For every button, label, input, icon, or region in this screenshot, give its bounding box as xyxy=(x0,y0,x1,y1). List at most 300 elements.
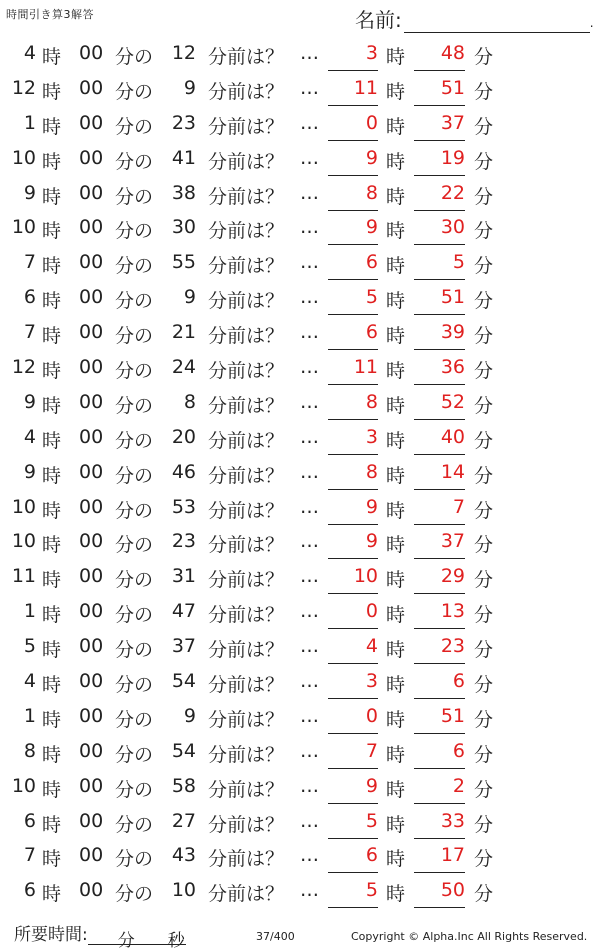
hour-unit: 時 xyxy=(42,639,62,662)
problem-subtract-minutes: 9 xyxy=(183,704,196,727)
problem-hour: 9 xyxy=(23,390,36,413)
problem-minutes: 00 xyxy=(79,809,104,832)
ellipsis: … xyxy=(300,879,319,902)
question-text: 分前は？ xyxy=(208,185,285,208)
answer-hour-unit: 時 xyxy=(386,778,406,801)
hour-unit: 時 xyxy=(42,150,62,173)
problem-row xyxy=(0,806,600,841)
answer-minute-unit: 分 xyxy=(474,360,494,383)
question-text: 分前は？ xyxy=(208,708,285,731)
ellipsis: … xyxy=(300,739,319,762)
hour-unit: 時 xyxy=(42,604,62,627)
problem-subtract-minutes: 41 xyxy=(171,146,196,169)
problem-minutes: 00 xyxy=(79,42,104,64)
problem-subtract-minutes: 12 xyxy=(171,42,196,64)
answer-hour: 9 xyxy=(328,496,378,525)
problem-list xyxy=(0,38,600,910)
name-field xyxy=(355,4,594,33)
hour-unit: 時 xyxy=(42,290,62,313)
answer-minute-unit: 分 xyxy=(474,46,494,68)
problem-row xyxy=(0,73,600,108)
problem-row xyxy=(0,666,600,701)
answer-hour-unit: 時 xyxy=(386,569,406,592)
hour-unit: 時 xyxy=(42,46,62,68)
answer-hour-unit: 時 xyxy=(386,394,406,417)
ellipsis: … xyxy=(300,635,319,658)
hour-unit: 時 xyxy=(42,848,62,871)
ellipsis: … xyxy=(300,809,319,832)
answer-hour-unit: 時 xyxy=(386,708,406,731)
minute-of-label: 分の xyxy=(115,848,154,871)
answer-minute-unit: 分 xyxy=(474,534,494,557)
answer-minutes: 17 xyxy=(414,844,465,873)
problem-hour: 5 xyxy=(23,635,36,658)
problem-subtract-minutes: 55 xyxy=(171,251,196,274)
ellipsis: … xyxy=(300,844,319,867)
answer-hour: 5 xyxy=(328,879,378,908)
answer-minute-unit: 分 xyxy=(474,569,494,592)
problem-row xyxy=(0,875,600,910)
question-text: 分前は？ xyxy=(208,813,285,836)
problem-minutes: 00 xyxy=(79,286,104,309)
answer-minute-unit: 分 xyxy=(474,778,494,801)
answer-minutes: 29 xyxy=(414,565,465,594)
ellipsis: … xyxy=(300,321,319,344)
problem-hour: 1 xyxy=(23,704,36,727)
problem-hour: 10 xyxy=(11,216,36,239)
problem-row xyxy=(0,247,600,282)
answer-hour: 6 xyxy=(328,251,378,280)
hour-unit: 時 xyxy=(42,708,62,731)
hour-unit: 時 xyxy=(42,80,62,103)
problem-minutes: 00 xyxy=(79,181,104,204)
problem-minutes: 00 xyxy=(79,460,104,483)
answer-minute-unit: 分 xyxy=(474,743,494,766)
answer-minute-unit: 分 xyxy=(474,708,494,731)
page-number: 37/400 xyxy=(256,930,295,943)
answer-minutes: 5 xyxy=(414,251,465,280)
answer-hour: 9 xyxy=(328,147,378,176)
answer-hour: 5 xyxy=(328,810,378,839)
answer-hour-unit: 時 xyxy=(386,115,406,138)
problem-hour: 6 xyxy=(23,879,36,902)
answer-minute-unit: 分 xyxy=(474,464,494,487)
answer-minutes: 51 xyxy=(414,705,465,734)
answer-minute-unit: 分 xyxy=(474,290,494,313)
question-text: 分前は？ xyxy=(208,115,285,138)
problem-row xyxy=(0,492,600,527)
problem-subtract-minutes: 54 xyxy=(171,739,196,762)
answer-hour: 5 xyxy=(328,286,378,315)
problem-row xyxy=(0,212,600,247)
question-text: 分前は？ xyxy=(208,360,285,383)
ellipsis: … xyxy=(300,356,319,379)
problem-minutes: 00 xyxy=(79,530,104,553)
answer-hour-unit: 時 xyxy=(386,499,406,522)
problem-hour: 9 xyxy=(23,181,36,204)
answer-minutes: 7 xyxy=(414,496,465,525)
answer-hour: 9 xyxy=(328,530,378,559)
answer-hour-unit: 時 xyxy=(386,255,406,278)
answer-hour-unit: 時 xyxy=(386,185,406,208)
hour-unit: 時 xyxy=(42,220,62,243)
problem-subtract-minutes: 58 xyxy=(171,774,196,797)
hour-unit: 時 xyxy=(42,778,62,801)
ellipsis: … xyxy=(300,286,319,309)
ellipsis: … xyxy=(300,181,319,204)
problem-minutes: 00 xyxy=(79,844,104,867)
problem-subtract-minutes: 30 xyxy=(171,216,196,239)
minute-of-label: 分の xyxy=(115,778,154,801)
ellipsis: … xyxy=(300,774,319,797)
answer-minutes: 52 xyxy=(414,391,465,420)
problem-subtract-minutes: 27 xyxy=(171,809,196,832)
problem-hour: 8 xyxy=(23,739,36,762)
problem-hour: 7 xyxy=(23,844,36,867)
problem-row xyxy=(0,631,600,666)
problem-row xyxy=(0,352,600,387)
problem-hour: 4 xyxy=(23,42,36,64)
question-text: 分前は？ xyxy=(208,569,285,592)
answer-hour: 11 xyxy=(328,356,378,385)
minute-of-label: 分の xyxy=(115,569,154,592)
ellipsis: … xyxy=(300,495,319,518)
problem-row xyxy=(0,561,600,596)
problem-row xyxy=(0,736,600,771)
minute-of-label: 分の xyxy=(115,674,154,697)
problem-subtract-minutes: 10 xyxy=(171,879,196,902)
problem-minutes: 00 xyxy=(79,111,104,134)
problem-minutes: 00 xyxy=(79,774,104,797)
minute-of-label: 分の xyxy=(115,46,154,68)
minute-of-label: 分の xyxy=(115,255,154,278)
question-text: 分前は？ xyxy=(208,150,285,173)
answer-minutes: 33 xyxy=(414,810,465,839)
answer-hour-unit: 時 xyxy=(386,743,406,766)
answer-minutes: 23 xyxy=(414,635,465,664)
problem-hour: 10 xyxy=(11,146,36,169)
time-taken-field xyxy=(14,920,186,951)
answer-minutes: 37 xyxy=(414,530,465,559)
problem-subtract-minutes: 23 xyxy=(171,530,196,553)
answer-hour-unit: 時 xyxy=(386,220,406,243)
hour-unit: 時 xyxy=(42,464,62,487)
problem-minutes: 00 xyxy=(79,739,104,762)
question-text: 分前は？ xyxy=(208,80,285,103)
answer-minutes: 6 xyxy=(414,670,465,699)
problem-row xyxy=(0,108,600,143)
question-text: 分前は？ xyxy=(208,534,285,557)
worksheet-title: 時間引き算3解答 xyxy=(6,8,94,21)
time-taken-label: 所要時間: xyxy=(14,925,88,945)
problem-subtract-minutes: 54 xyxy=(171,670,196,693)
problem-subtract-minutes: 38 xyxy=(171,181,196,204)
hour-unit: 時 xyxy=(42,883,62,906)
answer-hour: 3 xyxy=(328,42,378,71)
hour-unit: 時 xyxy=(42,115,62,138)
hour-unit: 時 xyxy=(42,255,62,278)
minute-of-label: 分の xyxy=(115,80,154,103)
problem-hour: 1 xyxy=(23,111,36,134)
ellipsis: … xyxy=(300,670,319,693)
ellipsis: … xyxy=(300,565,319,588)
ellipsis: … xyxy=(300,530,319,553)
problem-hour: 11 xyxy=(11,565,36,588)
minute-of-label: 分の xyxy=(115,639,154,662)
answer-hour: 0 xyxy=(328,705,378,734)
question-text: 分前は？ xyxy=(208,639,285,662)
ellipsis: … xyxy=(300,42,319,64)
problem-row xyxy=(0,526,600,561)
problem-row xyxy=(0,457,600,492)
problem-minutes: 00 xyxy=(79,495,104,518)
answer-minutes: 37 xyxy=(414,112,465,141)
ellipsis: … xyxy=(300,76,319,99)
problem-minutes: 00 xyxy=(79,321,104,344)
question-text: 分前は？ xyxy=(208,290,285,313)
answer-minute-unit: 分 xyxy=(474,848,494,871)
answer-hour: 7 xyxy=(328,740,378,769)
problem-row xyxy=(0,282,600,317)
hour-unit: 時 xyxy=(42,674,62,697)
answer-hour-unit: 時 xyxy=(386,639,406,662)
answer-hour: 8 xyxy=(328,391,378,420)
minute-of-label: 分の xyxy=(115,360,154,383)
minute-of-label: 分の xyxy=(115,499,154,522)
ellipsis: … xyxy=(300,216,319,239)
minute-of-label: 分の xyxy=(115,743,154,766)
answer-hour-unit: 時 xyxy=(386,360,406,383)
answer-hour-unit: 時 xyxy=(386,813,406,836)
copyright-notice: Copyright © Alpha.Inc All Rights Reserved. xyxy=(351,930,588,943)
hour-unit: 時 xyxy=(42,534,62,557)
question-text: 分前は？ xyxy=(208,604,285,627)
minute-of-label: 分の xyxy=(115,464,154,487)
answer-hour-unit: 時 xyxy=(386,534,406,557)
problem-row xyxy=(0,387,600,422)
name-label: 名前: xyxy=(355,8,402,32)
problem-subtract-minutes: 20 xyxy=(171,425,196,448)
problem-hour: 9 xyxy=(23,460,36,483)
answer-hour: 0 xyxy=(328,112,378,141)
problem-minutes: 00 xyxy=(79,879,104,902)
minute-of-label: 分の xyxy=(115,604,154,627)
answer-minutes: 6 xyxy=(414,740,465,769)
answer-hour: 9 xyxy=(328,216,378,245)
question-text: 分前は？ xyxy=(208,220,285,243)
answer-hour-unit: 時 xyxy=(386,674,406,697)
answer-minute-unit: 分 xyxy=(474,394,494,417)
answer-hour: 6 xyxy=(328,844,378,873)
ellipsis: … xyxy=(300,704,319,727)
hour-unit: 時 xyxy=(42,394,62,417)
answer-hour-unit: 時 xyxy=(386,848,406,871)
time-taken-minutes-unit: 分 xyxy=(117,931,135,951)
answer-minute-unit: 分 xyxy=(474,639,494,662)
problem-subtract-minutes: 8 xyxy=(183,390,196,413)
problem-subtract-minutes: 43 xyxy=(171,844,196,867)
answer-hour: 11 xyxy=(328,77,378,106)
problem-subtract-minutes: 9 xyxy=(183,76,196,99)
question-text: 分前は？ xyxy=(208,499,285,522)
question-text: 分前は？ xyxy=(208,883,285,906)
question-text: 分前は？ xyxy=(208,778,285,801)
problem-row xyxy=(0,178,600,213)
answer-minute-unit: 分 xyxy=(474,80,494,103)
answer-minutes: 50 xyxy=(414,879,465,908)
answer-minute-unit: 分 xyxy=(474,429,494,452)
problem-subtract-minutes: 47 xyxy=(171,600,196,623)
minute-of-label: 分の xyxy=(115,115,154,138)
answer-minutes: 48 xyxy=(414,42,465,71)
answer-minutes: 2 xyxy=(414,775,465,804)
problem-subtract-minutes: 24 xyxy=(171,356,196,379)
minute-of-label: 分の xyxy=(115,534,154,557)
problem-hour: 7 xyxy=(23,321,36,344)
question-text: 分前は？ xyxy=(208,46,285,68)
answer-hour: 4 xyxy=(328,635,378,664)
answer-minute-unit: 分 xyxy=(474,220,494,243)
problem-minutes: 00 xyxy=(79,216,104,239)
question-text: 分前は？ xyxy=(208,848,285,871)
minute-of-label: 分の xyxy=(115,429,154,452)
minute-of-label: 分の xyxy=(115,185,154,208)
ellipsis: … xyxy=(300,390,319,413)
minute-of-label: 分の xyxy=(115,813,154,836)
answer-hour: 6 xyxy=(328,321,378,350)
ellipsis: … xyxy=(300,460,319,483)
hour-unit: 時 xyxy=(42,499,62,522)
problem-minutes: 00 xyxy=(79,425,104,448)
problem-hour: 12 xyxy=(11,76,36,99)
problem-subtract-minutes: 31 xyxy=(171,565,196,588)
answer-minutes: 13 xyxy=(414,600,465,629)
answer-minutes: 36 xyxy=(414,356,465,385)
problem-minutes: 00 xyxy=(79,704,104,727)
answer-hour-unit: 時 xyxy=(386,80,406,103)
answer-hour-unit: 時 xyxy=(386,325,406,348)
hour-unit: 時 xyxy=(42,360,62,383)
problem-row xyxy=(0,701,600,736)
answer-minutes: 22 xyxy=(414,182,465,211)
problem-minutes: 00 xyxy=(79,600,104,623)
problem-minutes: 00 xyxy=(79,251,104,274)
problem-hour: 7 xyxy=(23,251,36,274)
hour-unit: 時 xyxy=(42,569,62,592)
problem-hour: 10 xyxy=(11,530,36,553)
problem-minutes: 00 xyxy=(79,146,104,169)
answer-minute-unit: 分 xyxy=(474,150,494,173)
answer-minute-unit: 分 xyxy=(474,115,494,138)
answer-minute-unit: 分 xyxy=(474,813,494,836)
problem-subtract-minutes: 21 xyxy=(171,321,196,344)
question-text: 分前は？ xyxy=(208,429,285,452)
time-taken-blank xyxy=(88,926,186,951)
answer-hour: 8 xyxy=(328,461,378,490)
question-text: 分前は？ xyxy=(208,255,285,278)
answer-hour-unit: 時 xyxy=(386,604,406,627)
problem-minutes: 00 xyxy=(79,635,104,658)
answer-hour: 10 xyxy=(328,565,378,594)
problem-row xyxy=(0,596,600,631)
question-text: 分前は？ xyxy=(208,325,285,348)
answer-hour: 3 xyxy=(328,426,378,455)
hour-unit: 時 xyxy=(42,185,62,208)
problem-minutes: 00 xyxy=(79,76,104,99)
answer-minutes: 51 xyxy=(414,286,465,315)
answer-minutes: 39 xyxy=(414,321,465,350)
answer-minutes: 19 xyxy=(414,147,465,176)
problem-subtract-minutes: 46 xyxy=(171,460,196,483)
hour-unit: 時 xyxy=(42,813,62,836)
answer-minute-unit: 分 xyxy=(474,499,494,522)
answer-hour: 0 xyxy=(328,600,378,629)
hour-unit: 時 xyxy=(42,429,62,452)
problem-hour: 4 xyxy=(23,670,36,693)
ellipsis: … xyxy=(300,600,319,623)
ellipsis: … xyxy=(300,251,319,274)
question-text: 分前は？ xyxy=(208,743,285,766)
problem-row xyxy=(0,38,600,73)
minute-of-label: 分の xyxy=(115,883,154,906)
time-taken-seconds-unit: 秒 xyxy=(167,931,185,951)
answer-minutes: 30 xyxy=(414,216,465,245)
ellipsis: … xyxy=(300,425,319,448)
problem-hour: 6 xyxy=(23,286,36,309)
answer-hour-unit: 時 xyxy=(386,883,406,906)
minute-of-label: 分の xyxy=(115,394,154,417)
hour-unit: 時 xyxy=(42,743,62,766)
problem-subtract-minutes: 23 xyxy=(171,111,196,134)
answer-minute-unit: 分 xyxy=(474,883,494,906)
answer-minute-unit: 分 xyxy=(474,185,494,208)
problem-row xyxy=(0,840,600,875)
minute-of-label: 分の xyxy=(115,325,154,348)
problem-hour: 4 xyxy=(23,425,36,448)
problem-row xyxy=(0,143,600,178)
question-text: 分前は？ xyxy=(208,464,285,487)
problem-hour: 6 xyxy=(23,809,36,832)
minute-of-label: 分の xyxy=(115,150,154,173)
answer-hour-unit: 時 xyxy=(386,150,406,173)
problem-minutes: 00 xyxy=(79,565,104,588)
answer-hour: 8 xyxy=(328,182,378,211)
problem-minutes: 00 xyxy=(79,390,104,413)
answer-hour-unit: 時 xyxy=(386,290,406,313)
hour-unit: 時 xyxy=(42,325,62,348)
problem-hour: 10 xyxy=(11,495,36,518)
answer-hour: 3 xyxy=(328,670,378,699)
problem-hour: 1 xyxy=(23,600,36,623)
answer-hour: 9 xyxy=(328,775,378,804)
answer-minute-unit: 分 xyxy=(474,604,494,627)
problem-subtract-minutes: 37 xyxy=(171,635,196,658)
minute-of-label: 分の xyxy=(115,220,154,243)
answer-hour-unit: 時 xyxy=(386,429,406,452)
answer-minute-unit: 分 xyxy=(474,255,494,278)
question-text: 分前は？ xyxy=(208,674,285,697)
answer-hour-unit: 時 xyxy=(386,464,406,487)
minute-of-label: 分の xyxy=(115,708,154,731)
ellipsis: … xyxy=(300,111,319,134)
answer-minute-unit: 分 xyxy=(474,674,494,697)
problem-hour: 12 xyxy=(11,356,36,379)
answer-minutes: 51 xyxy=(414,77,465,106)
answer-hour-unit: 時 xyxy=(386,46,406,68)
answer-minutes: 40 xyxy=(414,426,465,455)
problem-subtract-minutes: 53 xyxy=(171,495,196,518)
answer-minute-unit: 分 xyxy=(474,325,494,348)
